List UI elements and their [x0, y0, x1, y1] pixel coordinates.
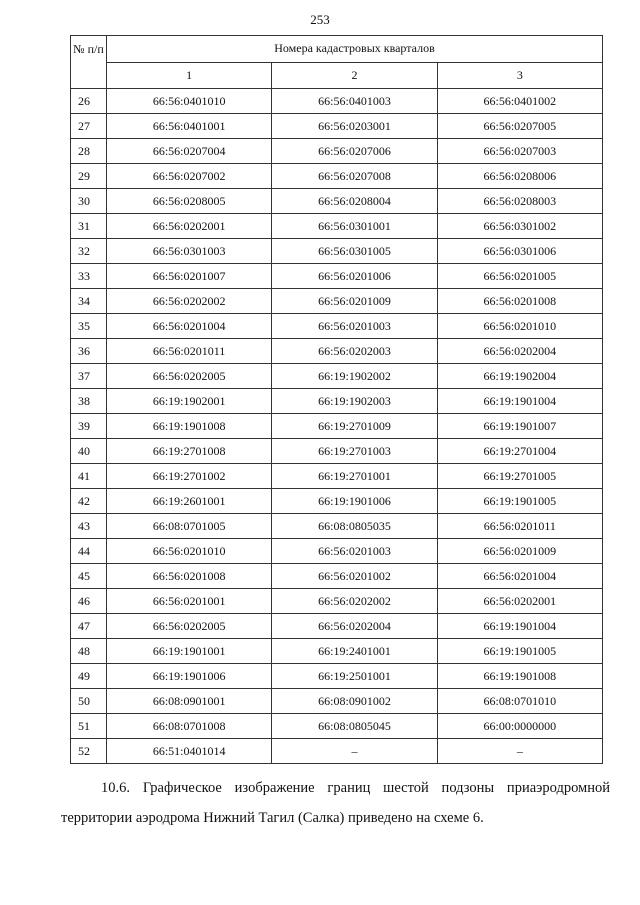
table-row — [71, 364, 603, 389]
cadastral-number-cell: 66:56:0401003 — [272, 89, 437, 114]
row-number-cell: 45 — [71, 564, 107, 589]
cadastral-number-cell: 66:19:1901001 — [107, 639, 272, 664]
row-number-cell: 28 — [71, 139, 107, 164]
row-number-cell: 41 — [71, 464, 107, 489]
cadastral-number-cell: 66:00:0000000 — [437, 714, 602, 739]
table-row — [71, 614, 603, 639]
table-row — [71, 514, 603, 539]
table-row — [71, 714, 603, 739]
row-number-cell: 44 — [71, 539, 107, 564]
cadastral-number-cell: 66:56:0207004 — [107, 139, 272, 164]
table-row — [71, 564, 603, 589]
cadastral-quarters-table — [70, 35, 603, 764]
cadastral-number-cell: 66:56:0401010 — [107, 89, 272, 114]
paragraph-line-1: 10.6. Графическое изображение границ шестой подзоны приаэродромной — [101, 780, 610, 796]
row-number-cell: 37 — [71, 364, 107, 389]
table-row — [71, 589, 603, 614]
page-number: 253 — [310, 12, 330, 27]
cadastral-number-cell: 66:19:1902003 — [272, 389, 437, 414]
cadastral-number-cell: 66:56:0202003 — [272, 339, 437, 364]
cadastral-number-cell: 66:56:0207005 — [437, 114, 602, 139]
table-row — [71, 214, 603, 239]
cadastral-number-cell: 66:56:0201004 — [437, 564, 602, 589]
cadastral-number-cell: 66:19:2701002 — [107, 464, 272, 489]
table-row — [71, 189, 603, 214]
row-number-cell: 34 — [71, 289, 107, 314]
cadastral-number-cell: 66:56:0201010 — [437, 314, 602, 339]
row-number-cell: 36 — [71, 339, 107, 364]
table-row — [71, 689, 603, 714]
row-number-cell: 35 — [71, 314, 107, 339]
cadastral-number-cell: 66:19:2601001 — [107, 489, 272, 514]
row-number-cell: 42 — [71, 489, 107, 514]
cadastral-number-cell: 66:19:1901005 — [437, 489, 602, 514]
cadastral-number-cell: 66:19:1901008 — [437, 664, 602, 689]
table-row — [71, 489, 603, 514]
cadastral-number-cell: 66:19:2401001 — [272, 639, 437, 664]
table-row — [71, 264, 603, 289]
cadastral-number-cell: 66:19:1902004 — [437, 364, 602, 389]
cadastral-number-cell: 66:19:1901008 — [107, 414, 272, 439]
paragraph-line-2: территории аэродрома Нижний Тагил (Салка) приведено на схеме 6. — [61, 810, 484, 826]
row-number-cell: 50 — [71, 689, 107, 714]
cadastral-number-cell: 66:56:0208006 — [437, 164, 602, 189]
cadastral-number-cell: 66:56:0202001 — [437, 589, 602, 614]
cadastral-number-cell: 66:56:0207008 — [272, 164, 437, 189]
row-number-cell: 46 — [71, 589, 107, 614]
column-number-3: 3 — [437, 62, 602, 89]
column-number-1: 1 — [107, 62, 272, 89]
table-row — [71, 314, 603, 339]
cadastral-number-cell: 66:56:0207002 — [107, 164, 272, 189]
cadastral-number-cell: 66:19:2701003 — [272, 439, 437, 464]
row-number-cell: 43 — [71, 514, 107, 539]
cadastral-number-cell: 66:19:1901006 — [272, 489, 437, 514]
cadastral-number-cell: 66:56:0208005 — [107, 189, 272, 214]
cadastral-number-cell: 66:56:0201003 — [272, 314, 437, 339]
cadastral-number-cell: 66:08:0701005 — [107, 514, 272, 539]
cadastral-number-cell: 66:19:2701004 — [437, 439, 602, 464]
table-row — [71, 239, 603, 264]
cadastral-number-cell: 66:08:0901002 — [272, 689, 437, 714]
cadastral-number-cell: 66:56:0201009 — [437, 539, 602, 564]
cadastral-number-cell: 66:19:2701005 — [437, 464, 602, 489]
cadastral-number-cell: 66:19:1901007 — [437, 414, 602, 439]
cadastral-number-cell: 66:56:0301001 — [272, 214, 437, 239]
table-row — [71, 389, 603, 414]
cadastral-number-cell: 66:56:0201008 — [107, 564, 272, 589]
cadastral-number-cell: 66:08:0805035 — [272, 514, 437, 539]
cadastral-number-cell: 66:56:0301002 — [437, 214, 602, 239]
cadastral-number-cell: 66:56:0208003 — [437, 189, 602, 214]
row-number-cell: 29 — [71, 164, 107, 189]
cadastral-number-cell: 66:56:0202002 — [272, 589, 437, 614]
table-row — [71, 739, 603, 764]
cadastral-number-cell: – — [272, 739, 437, 764]
table-row — [71, 539, 603, 564]
cadastral-number-cell: 66:19:1902002 — [272, 364, 437, 389]
cadastral-number-cell: 66:56:0201002 — [272, 564, 437, 589]
cadastral-number-cell: 66:56:0202004 — [437, 339, 602, 364]
cadastral-number-cell: 66:51:0401014 — [107, 739, 272, 764]
cadastral-number-cell: 66:56:0401002 — [437, 89, 602, 114]
row-number-cell: 49 — [71, 664, 107, 689]
cadastral-number-cell: 66:08:0701010 — [437, 689, 602, 714]
cadastral-number-cell: 66:08:0805045 — [272, 714, 437, 739]
cadastral-number-cell: 66:56:0301005 — [272, 239, 437, 264]
table-body — [71, 89, 603, 764]
cadastral-number-cell: 66:56:0202005 — [107, 364, 272, 389]
table-row — [71, 664, 603, 689]
cadastral-number-cell: 66:19:2701009 — [272, 414, 437, 439]
table-row — [71, 414, 603, 439]
cadastral-number-cell: 66:56:0202001 — [107, 214, 272, 239]
cadastral-number-cell: 66:56:0201007 — [107, 264, 272, 289]
cadastral-number-cell: 66:08:0901001 — [107, 689, 272, 714]
table-row — [71, 139, 603, 164]
table-row — [71, 164, 603, 189]
cadastral-number-cell: 66:08:0701008 — [107, 714, 272, 739]
cadastral-number-cell: 66:56:0207003 — [437, 139, 602, 164]
row-number-cell: 39 — [71, 414, 107, 439]
cadastral-number-cell: 66:56:0202005 — [107, 614, 272, 639]
cadastral-number-cell: 66:19:2701008 — [107, 439, 272, 464]
cadastral-number-cell: 66:56:0208004 — [272, 189, 437, 214]
row-number-header: № п/п — [71, 36, 107, 89]
cadastral-number-cell: 66:19:1901006 — [107, 664, 272, 689]
row-number-cell: 32 — [71, 239, 107, 264]
cadastral-number-cell: 66:56:0201003 — [272, 539, 437, 564]
cadastral-number-cell: 66:56:0202004 — [272, 614, 437, 639]
column-number-2: 2 — [272, 62, 437, 89]
cadastral-number-cell: 66:56:0201004 — [107, 314, 272, 339]
cadastral-number-cell: 66:56:0201011 — [107, 339, 272, 364]
cadastral-number-cell: 66:56:0301006 — [437, 239, 602, 264]
cadastral-number-cell: 66:56:0201006 — [272, 264, 437, 289]
cadastral-number-cell: 66:19:2701001 — [272, 464, 437, 489]
row-number-cell: 30 — [71, 189, 107, 214]
table-row — [71, 114, 603, 139]
cadastral-number-cell: 66:56:0201001 — [107, 589, 272, 614]
row-number-cell: 48 — [71, 639, 107, 664]
row-number-cell: 51 — [71, 714, 107, 739]
table-row — [71, 464, 603, 489]
cadastral-number-cell: 66:56:0401001 — [107, 114, 272, 139]
row-number-cell: 47 — [71, 614, 107, 639]
cadastral-numbers-header: Номера кадастровых кварталов — [107, 36, 603, 63]
row-number-cell: 33 — [71, 264, 107, 289]
cadastral-number-cell: – — [437, 739, 602, 764]
cadastral-number-cell: 66:19:1901004 — [437, 389, 602, 414]
cadastral-number-cell: 66:19:1901005 — [437, 639, 602, 664]
cadastral-number-cell: 66:19:1902001 — [107, 389, 272, 414]
table-row — [71, 639, 603, 664]
cadastral-number-cell: 66:56:0201008 — [437, 289, 602, 314]
cadastral-number-cell: 66:19:2501001 — [272, 664, 437, 689]
row-number-cell: 26 — [71, 89, 107, 114]
cadastral-number-cell: 66:56:0201010 — [107, 539, 272, 564]
cadastral-number-cell: 66:56:0301003 — [107, 239, 272, 264]
cadastral-number-cell: 66:56:0207006 — [272, 139, 437, 164]
table-row — [71, 439, 603, 464]
cadastral-number-cell: 66:56:0201009 — [272, 289, 437, 314]
table-row — [71, 339, 603, 364]
cadastral-number-cell: 66:56:0201005 — [437, 264, 602, 289]
cadastral-number-cell: 66:56:0203001 — [272, 114, 437, 139]
table-row — [71, 89, 603, 114]
table-row — [71, 289, 603, 314]
row-number-cell: 52 — [71, 739, 107, 764]
cadastral-number-cell: 66:56:0201011 — [437, 514, 602, 539]
row-number-cell: 40 — [71, 439, 107, 464]
paragraph-10-6 — [61, 773, 610, 833]
row-number-cell: 27 — [71, 114, 107, 139]
cadastral-number-cell: 66:56:0202002 — [107, 289, 272, 314]
row-number-cell: 38 — [71, 389, 107, 414]
cadastral-number-cell: 66:19:1901004 — [437, 614, 602, 639]
row-number-cell: 31 — [71, 214, 107, 239]
